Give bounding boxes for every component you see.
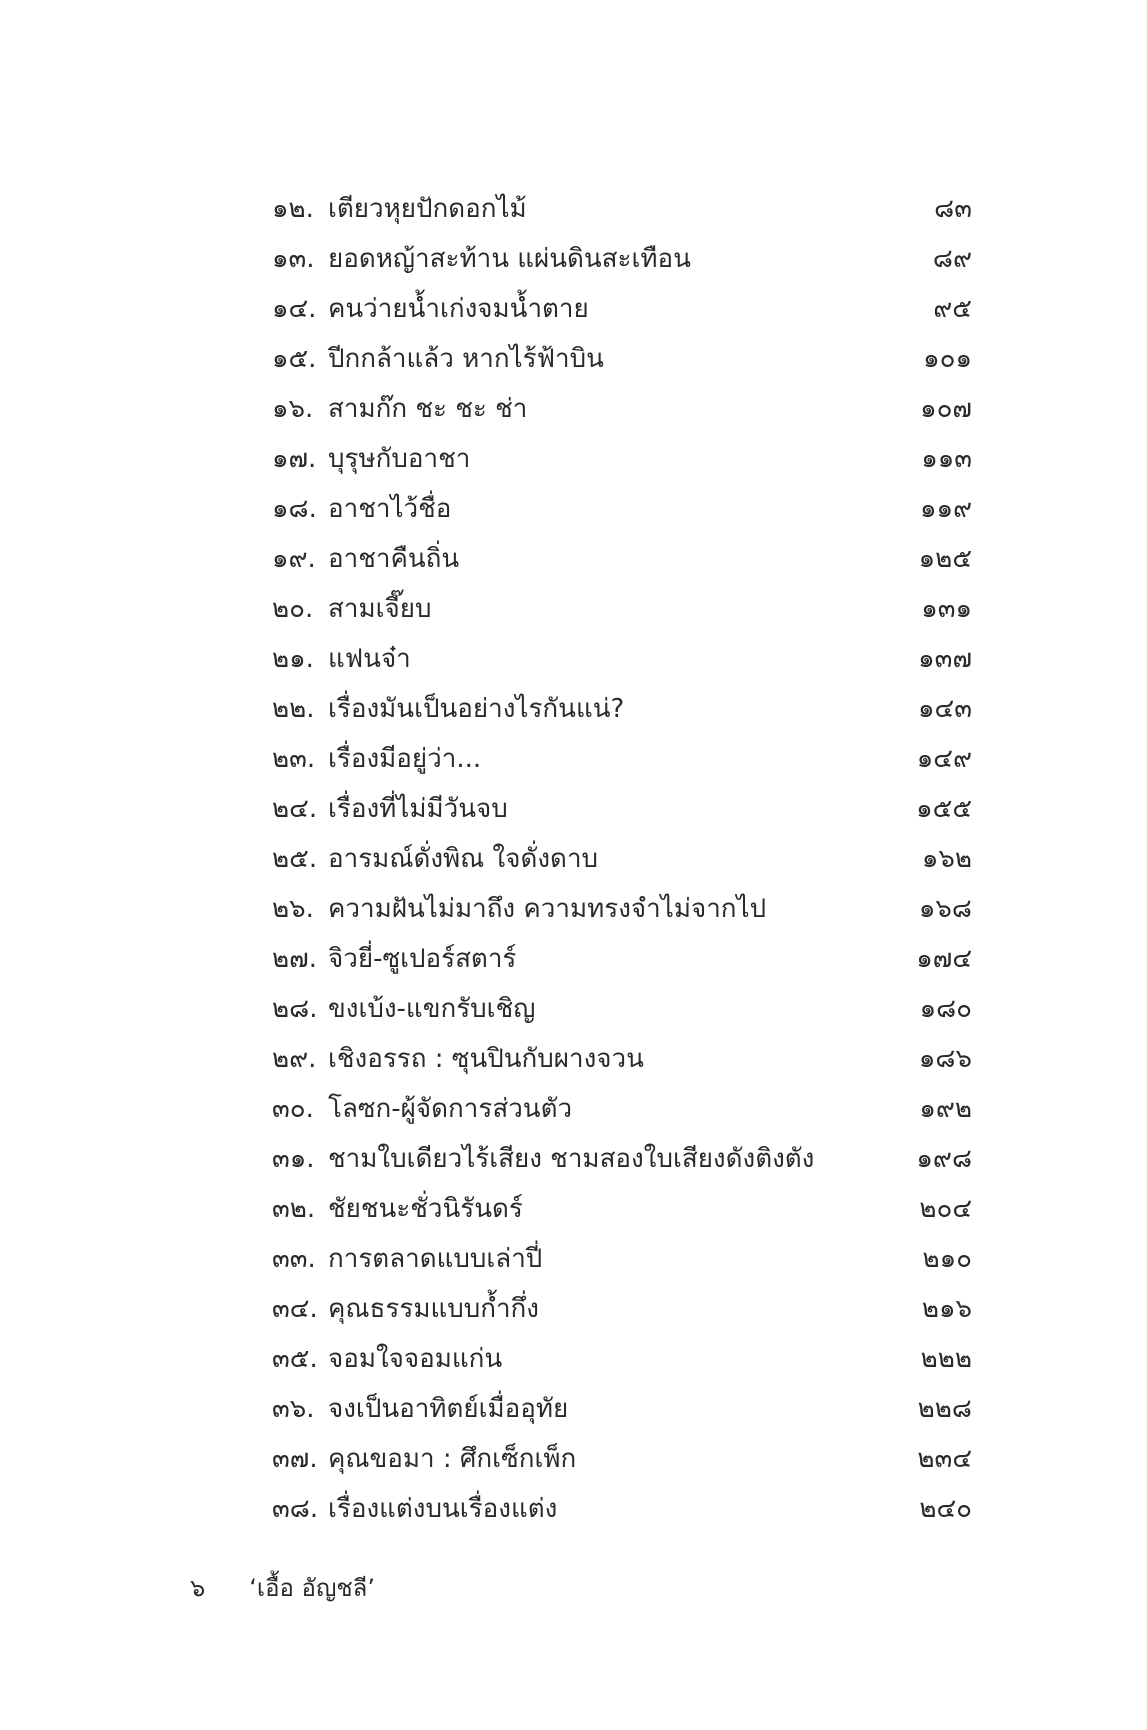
toc-row [272,234,972,284]
table-of-contents [272,184,972,1534]
toc-row [272,734,972,784]
toc-page-number: ๑๖๘ [918,894,972,924]
toc-number: ๑๔. [272,294,317,324]
toc-page-number: ๒๒๒ [920,1344,972,1374]
toc-number: ๑๖. [272,394,314,424]
toc-title: แฟนจ๋า [328,644,411,674]
toc-title: การตลาดแบบเล่าปี่ [328,1244,543,1274]
toc-page-number: ๑๕๕ [916,794,972,824]
toc-number: ๓๕. [272,1344,318,1374]
toc-row [272,884,972,934]
toc-page-number: ๒๐๔ [919,1194,972,1224]
toc-number: ๒๓. [272,744,316,774]
toc-number: ๒๐. [272,594,314,624]
toc-title: จิวยี่-ซูเปอร์สตาร์ [328,944,517,974]
toc-title: อาชาคืนถิ่น [328,544,460,574]
toc-title: ยอดหญ้าสะท้าน แผ่นดินสะเทือน [328,244,691,274]
toc-row [272,534,972,584]
toc-page-number: ๑๗๔ [916,944,972,974]
toc-page-number: ๘๓ [934,194,972,224]
toc-title: อารมณ์ดั่งพิณ ใจดั่งดาบ [328,844,599,874]
toc-number: ๒๙. [272,1044,317,1074]
toc-title: เรื่องที่ไม่มีวันจบ [328,794,508,824]
toc-title: จงเป็นอาทิตย์เมื่ออุทัย [328,1394,569,1424]
toc-number: ๓๑. [272,1144,315,1174]
toc-page-number: ๘๙ [932,244,972,274]
toc-title: ชามใบเดียวไร้เสียง ชามสองใบเสียงดังติงตัง [328,1144,815,1174]
toc-title: อาชาไว้ชื่อ [328,494,452,524]
toc-row [272,1234,972,1284]
toc-title: คุณขอมา : ศึกเซ็กเพ็ก [328,1444,577,1474]
toc-number: ๑๒. [272,194,314,224]
toc-row [272,784,972,834]
toc-title: โลซก-ผู้จัดการส่วนตัว [328,1094,573,1124]
toc-number: ๓๖. [272,1394,315,1424]
toc-title: เรื่องแต่งบนเรื่องแต่ง [328,1494,558,1524]
toc-title: สามก๊ก ชะ ชะ ช่า [328,394,528,424]
toc-page-number: ๑๐๗ [920,394,972,424]
toc-page-number: ๒๑๖ [921,1294,972,1324]
toc-title: ความฝันไม่มาถึง ความทรงจำไม่จากไป [328,894,767,924]
toc-page-number: ๒๔๐ [919,1494,972,1524]
toc-number: ๑๗. [272,444,317,474]
toc-page-number: ๑๙๘ [916,1144,972,1174]
toc-title: คุณธรรมแบบก้ำกึ่ง [328,1294,539,1324]
toc-title: ชัยชนะชั่วนิรันดร์ [328,1194,523,1224]
toc-row [272,434,972,484]
toc-page-number: ๑๔๓ [918,694,972,724]
toc-row [272,1484,972,1534]
toc-title: เรื่องมีอยู่ว่า... [328,744,482,774]
toc-number: ๓๗. [272,1444,318,1474]
toc-row [272,934,972,984]
toc-row [272,184,972,234]
toc-page-number: ๑๘๖ [918,1044,972,1074]
toc-page-number: ๑๓๑ [921,594,972,624]
toc-number: ๓๓. [272,1244,316,1274]
toc-title: คนว่ายน้ำเก่งจมน้ำตาย [328,294,589,324]
toc-page-number: ๑๔๙ [916,744,972,774]
toc-number: ๑๕. [272,344,317,374]
toc-title: ขงเบ้ง-แขกรับเชิญ [328,994,536,1024]
toc-row [272,334,972,384]
toc-number: ๒๔. [272,794,318,824]
toc-number: ๓๔. [272,1294,318,1324]
toc-row [272,384,972,434]
toc-title: สามเจี๊ยบ [328,594,432,624]
toc-page-number: ๒๒๘ [917,1394,972,1424]
toc-number: ๓๒. [272,1194,316,1224]
toc-page-number: ๑๑๙ [919,494,972,524]
toc-row [272,1434,972,1484]
toc-number: ๑๙. [272,544,316,574]
toc-number: ๓๐. [272,1094,314,1124]
toc-page-number: ๑๘๐ [919,994,972,1024]
toc-page-number: ๙๕ [933,294,972,324]
toc-row [272,284,972,334]
toc-number: ๒๖. [272,894,314,924]
toc-number: ๓๘. [272,1494,319,1524]
toc-row [272,634,972,684]
toc-row [272,1284,972,1334]
toc-number: ๑๓. [272,244,315,274]
toc-title: เรื่องมันเป็นอย่างไรกันแน่? [328,694,625,724]
toc-number: ๒๗. [272,944,317,974]
toc-number: ๒๑. [272,644,314,674]
toc-number: ๑๘. [272,494,317,524]
footer-page-number: ๖ [190,1574,206,1602]
toc-page-number: ๑๓๗ [918,644,972,674]
toc-row [272,484,972,534]
toc-row [272,984,972,1034]
toc-row [272,1184,972,1234]
toc-page-number: ๑๒๕ [918,544,972,574]
footer-author: ‘เอื้อ อัญชลี’ [249,1574,376,1602]
toc-row [272,1084,972,1134]
toc-page-number: ๑๙๒ [919,1094,972,1124]
toc-row [272,1034,972,1084]
toc-row [272,1334,972,1384]
toc-title: ปีกกล้าแล้ว หากไร้ฟ้าบิน [328,344,604,374]
toc-row [272,834,972,884]
page-footer [190,1568,375,1607]
toc-number: ๒๘. [272,994,318,1024]
toc-page-number: ๑๑๓ [921,444,972,474]
toc-page-number: ๑๖๒ [921,844,972,874]
toc-row [272,584,972,634]
toc-row [272,1384,972,1434]
toc-title: เตียวหุยปักดอกไม้ [328,194,527,224]
toc-title: บุรุษกับอาชา [328,444,471,474]
toc-page-number: ๒๑๐ [922,1244,972,1274]
toc-number: ๒๕. [272,844,318,874]
toc-row [272,684,972,734]
toc-title: จอมใจจอมแก่น [328,1344,503,1374]
toc-title: เชิงอรรถ : ซุนปินกับผางจวน [328,1044,644,1074]
toc-page-number: ๒๓๔ [917,1444,972,1474]
toc-number: ๒๒. [272,694,315,724]
toc-row [272,1134,972,1184]
toc-page-number: ๑๐๑ [923,344,972,374]
